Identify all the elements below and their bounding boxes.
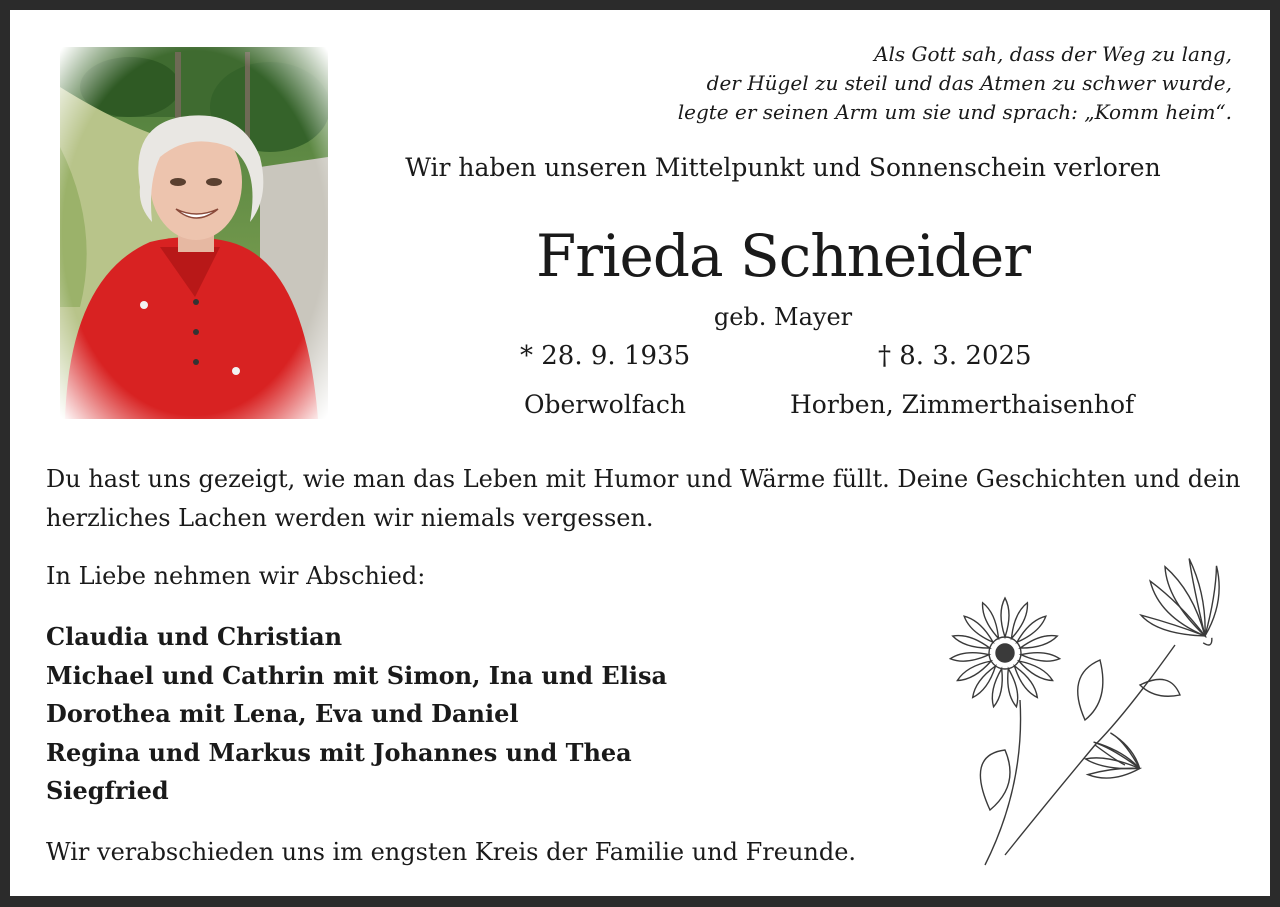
death-place: Horben, Zimmerthaisenhof — [790, 390, 1135, 419]
deceased-name: Frieda Schneider — [536, 222, 1030, 290]
quote — [592, 40, 1232, 127]
death-date: † 8. 3. 2025 — [878, 341, 1032, 371]
birth-place: Oberwolfach — [524, 390, 686, 419]
maiden-name: geb. Mayer — [713, 303, 853, 331]
intro-text: Wir haben unseren Mittelpunkt und Sonnenschein verloren — [405, 153, 1161, 182]
farewell-text: In Liebe nehmen wir Abschied: — [46, 562, 426, 590]
family-member: Claudia und Christian — [46, 622, 343, 651]
flower-drawing-icon — [925, 555, 1255, 875]
quote-line: der Hügel zu steil und das Atmen zu schwer wurde, — [706, 71, 1232, 95]
quote-line: Als Gott sah, dass der Weg zu lang, — [874, 42, 1232, 66]
family-member: Michael und Cathrin mit Simon, Ina und Elisa — [46, 660, 667, 690]
family-member: Regina und Markus mit Johannes und Thea — [46, 737, 632, 767]
obituary-card — [10, 10, 1270, 896]
closing-text: Wir verabschieden uns im engsten Kreis der Familie und Freunde. — [46, 838, 857, 866]
birth-date: * 28. 9. 1935 — [520, 341, 691, 371]
family-member: Dorothea mit Lena, Eva und Daniel — [46, 699, 519, 728]
portrait-photo — [60, 47, 328, 419]
family-list — [46, 618, 667, 811]
message-text: Du hast uns gezeigt, wie man das Leben mit Humor und Wärme füllt. Deine Geschichten und dein herzliches Lachen werden wir niemals vergessen. — [46, 465, 1241, 532]
quote-line: legte er seinen Arm um sie und sprach: „Komm heim“. — [677, 100, 1232, 124]
family-member: Siegfried — [46, 776, 169, 805]
